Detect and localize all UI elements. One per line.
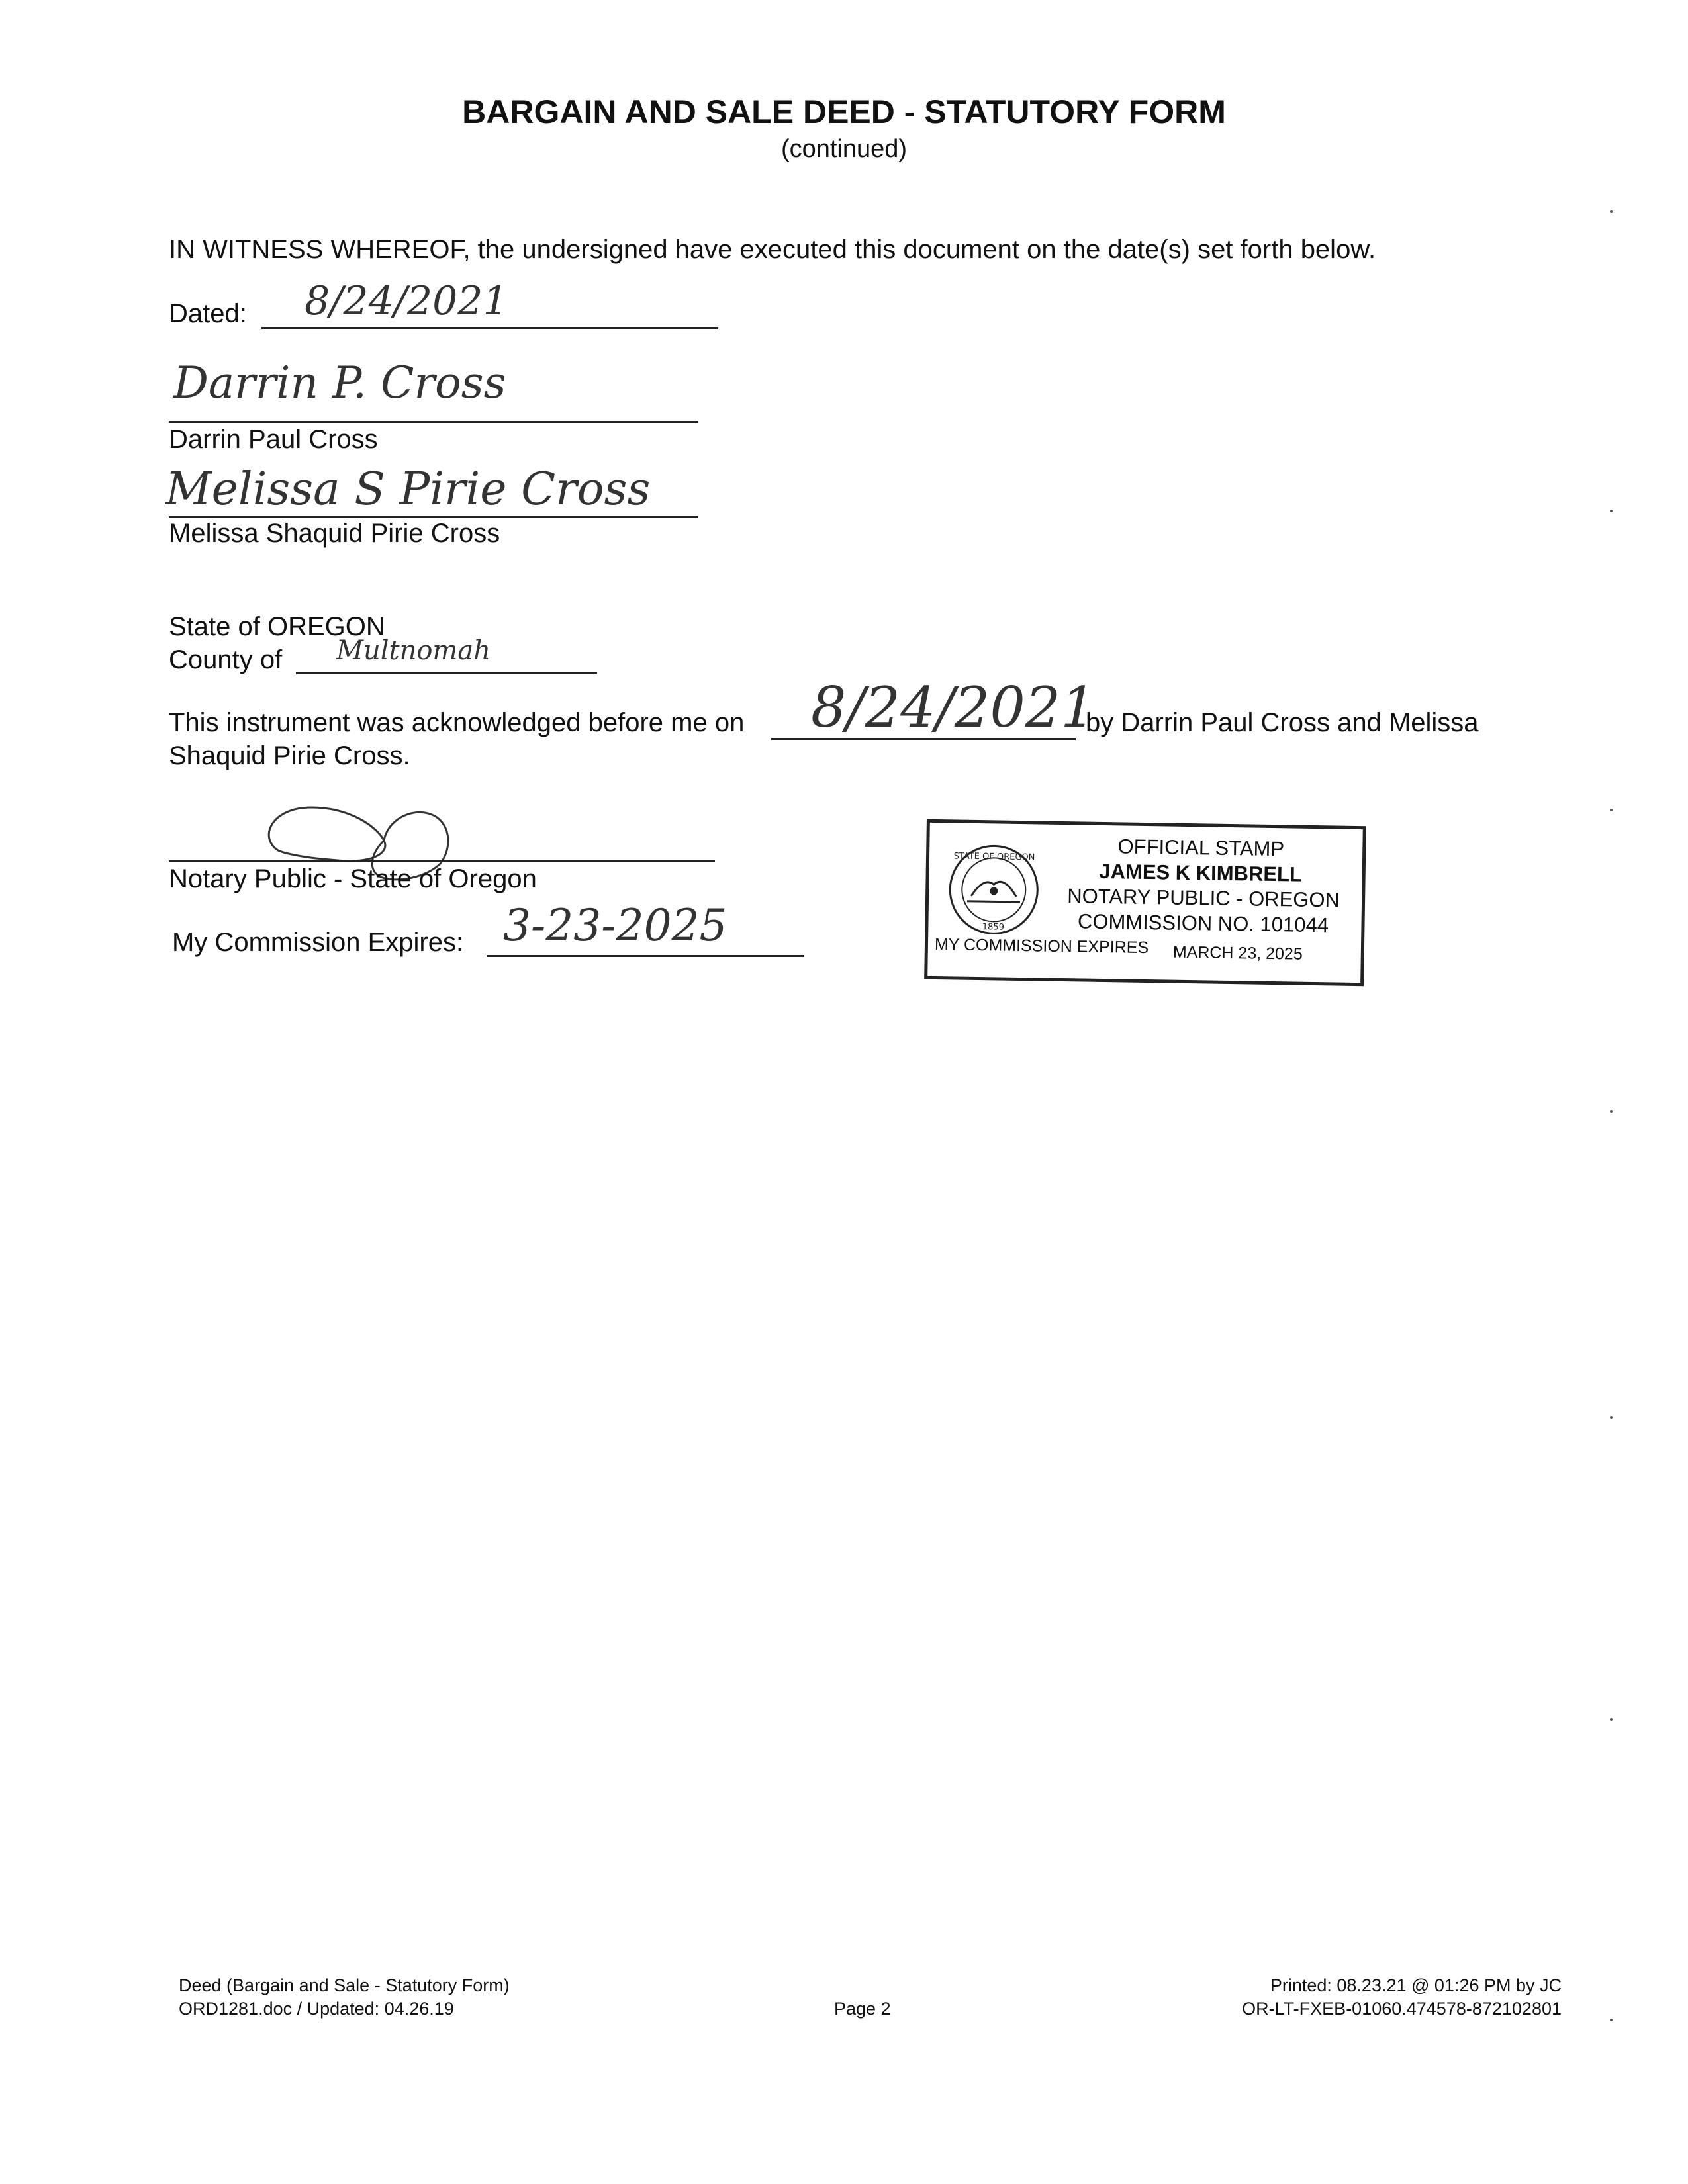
scan-speck [1610,510,1613,512]
footer-printed-info: Printed: 08.23.21 @ 01:26 PM by JC [1270,1976,1562,1995]
signature-line-1 [169,421,698,423]
seal-year: 1859 [982,922,1005,933]
dated-signature-line [261,327,718,329]
acknowledgment-text-suffix: by Darrin Paul Cross and Melissa [1086,708,1479,737]
stamp-line-notary: NOTARY PUBLIC - OREGON [1067,884,1340,912]
footer-form-name: Deed (Bargain and Sale - Statutory Form) [179,1976,510,1995]
notary-label: Notary Public - State of Oregon [169,864,537,893]
witness-statement: IN WITNESS WHEREOF, the undersigned have executed this document on the date(s) set forth below. [169,235,1376,264]
signer-name-1: Darrin Paul Cross [169,425,378,454]
stamp-line-name: JAMES K KIMBRELL [1099,859,1303,886]
signature-melissa: Melissa S Pirie Cross [165,463,651,516]
signature-line-2 [169,516,698,518]
scan-speck [1610,1718,1613,1721]
document-title: BARGAIN AND SALE DEED - STATUTORY FORM [462,93,1226,130]
acknowledgment-handwritten-date: 8/24/2021 [811,675,1096,740]
dated-label: Dated: [169,299,247,328]
official-notary-stamp [924,819,1366,986]
footer-page-number: Page 2 [834,1999,891,2019]
commission-label: My Commission Expires: [172,928,464,957]
county-label: County of [169,645,283,674]
notary-signature-line [169,860,715,862]
acknowledgment-text-line2: Shaquid Pirie Cross. [169,741,410,770]
commission-handwritten-value: 3-23-2025 [503,900,727,951]
commission-line [487,955,804,957]
state-line: State of OREGON [169,612,385,641]
footer-doc-version: ORD1281.doc / Updated: 04.26.19 [179,1999,454,2019]
dated-handwritten-value: 8/24/2021 [305,278,508,324]
scan-speck [1610,210,1613,213]
county-handwritten-value: Multnomah [336,635,491,666]
stamp-line-expires-label: MY COMMISSION EXPIRES [934,935,1149,958]
stamp-line-official: OFFICIAL STAMP [1117,835,1285,861]
signer-name-2: Melissa Shaquid Pirie Cross [169,519,500,548]
scan-speck [1610,2019,1613,2021]
stamp-line-expires-date: MARCH 23, 2025 [1172,942,1303,964]
seal-text: STATE OF OREGON [953,851,1035,863]
signature-darrin: Darrin P. Cross [173,357,506,408]
acknowledgment-text-prefix: This instrument was acknowledged before me on [169,708,745,737]
county-line [296,672,597,674]
scan-speck [1610,1110,1613,1113]
acknowledgment-date-line [771,738,1076,740]
oregon-state-seal-icon [947,842,1041,936]
footer-order-number: OR-LT-FXEB-01060.474578-872102801 [1242,1999,1562,2019]
stamp-line-commission: COMMISSION NO. 101044 [1077,909,1329,937]
document-subtitle: (continued) [780,135,908,163]
scan-speck [1610,809,1613,811]
scan-speck [1610,1416,1613,1419]
